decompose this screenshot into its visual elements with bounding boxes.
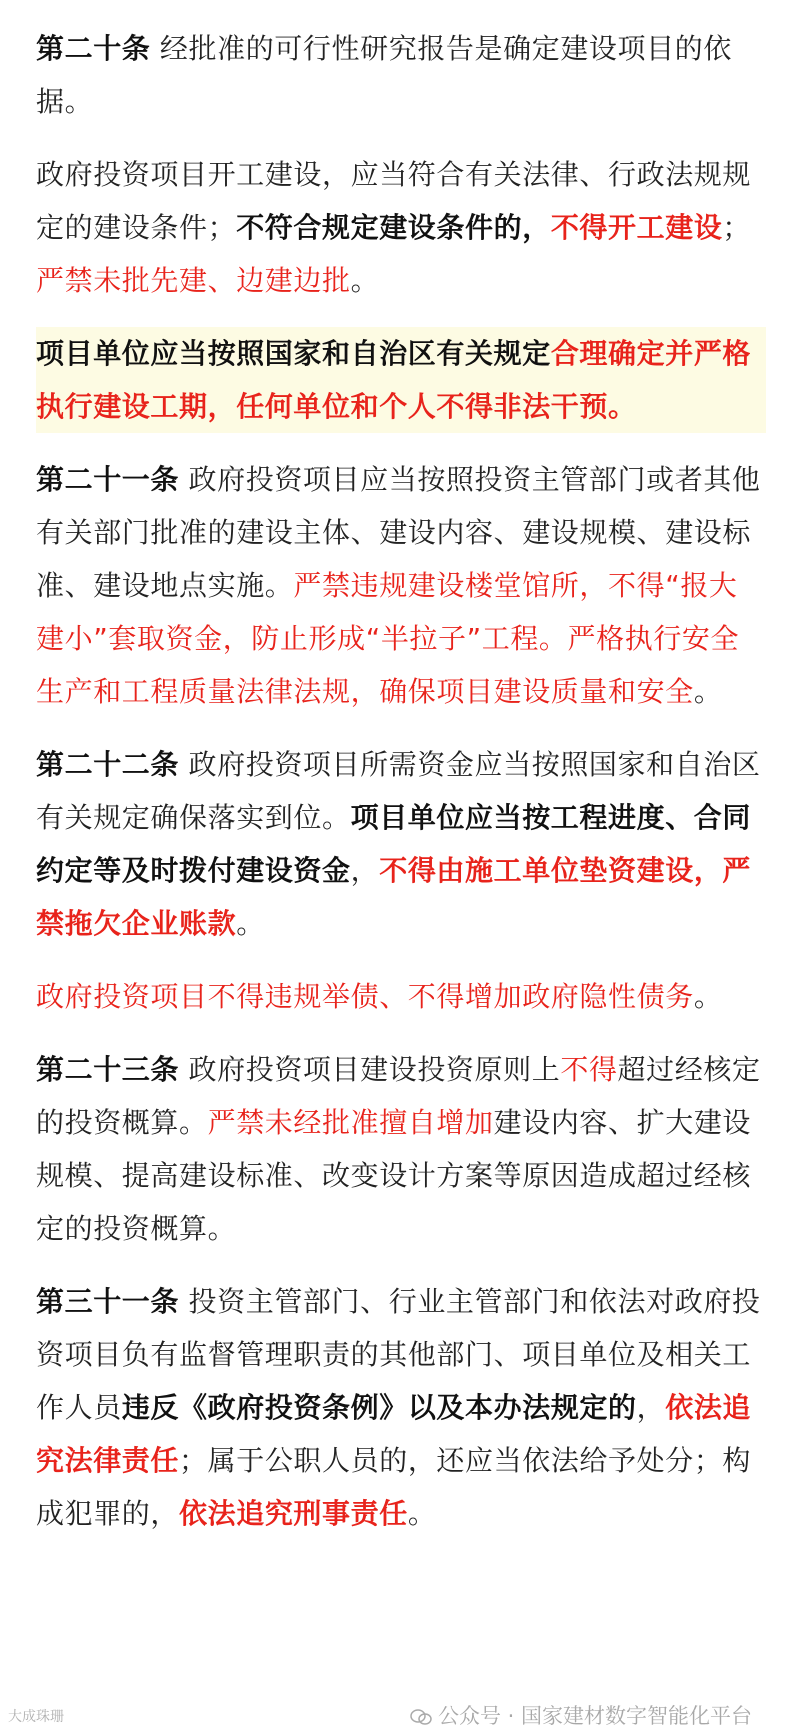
- text-segment: 。: [236, 907, 265, 940]
- article-23-label: 第二十三条: [36, 1053, 180, 1086]
- text-segment: ，: [350, 854, 380, 887]
- red-segment: 政府投资项目不得违规举债、不得增加政府隐性债务: [36, 980, 694, 1013]
- red-segment: 严禁未批先建、边建边批: [36, 264, 351, 297]
- article-20-para-2: [36, 148, 766, 307]
- bold-segment: 违反《政府投资条例》以及本办法规定的: [121, 1391, 637, 1424]
- article-body: [36, 22, 766, 1540]
- brand-watermark: 大成珠珊: [8, 1709, 64, 1725]
- article-21: [36, 453, 766, 718]
- text-segment: ；属于公职人员的，还应当依法给予处分；构成犯罪的，: [36, 1444, 752, 1530]
- red-bold-segment: 不得开工建设: [550, 211, 723, 244]
- red-bold-segment: 依法追究刑事责任: [179, 1497, 408, 1530]
- text-segment: 。: [693, 675, 723, 708]
- text-segment: 建设内容、扩大建设规模、提高建设标准、改变设计方案等原因造成超过经核定的投资概算。: [36, 1106, 752, 1245]
- text-segment: 。: [350, 264, 380, 297]
- text-segment: 。: [407, 1497, 437, 1530]
- wechat-icon: [410, 1709, 432, 1725]
- text-segment: 政府投资项目所需资金应当按照国家和自治区有关规定确保落实到位。: [36, 748, 761, 834]
- bold-segment: 项目单位应当按工程进度、合同约定等及时拨付建设资金: [36, 801, 752, 887]
- article-20-para-3-highlighted: [36, 327, 766, 433]
- text-segment: ，: [636, 1391, 666, 1424]
- article-20-para-1: [36, 22, 766, 128]
- text-segment: 政府投资项目开工建设，应当符合有关法律、行政法规规定的建设条件；: [36, 158, 752, 244]
- article-20-text: 经批准的可行性研究报告是确定建设项目的依据。: [36, 32, 732, 118]
- article-31: [36, 1275, 766, 1540]
- article-22-label: 第二十二条: [36, 748, 180, 781]
- article-22-para-2: [36, 970, 766, 1023]
- text-segment: 。: [693, 980, 723, 1013]
- article-22-para-1: [36, 738, 766, 950]
- watermark-text: 公众号 · 国家建材数字智能化平台: [438, 1704, 753, 1728]
- red-bold-segment: 依法追究法律责任: [36, 1391, 752, 1477]
- text-segment: ；: [722, 211, 752, 244]
- text-segment: 政府投资项目应当按照投资主管部门或者其他有关部门批准的建设主体、建设内容、建设规模、建设标准、建设地点实施。: [36, 463, 761, 602]
- red-segment: 严禁违规建设楼堂馆所，不得“报大建小”套取资金，防止形成“半拉子”工程。严格执行安全生产和工程质量法律法规，确保项目建设质量和安全: [36, 569, 740, 708]
- article-31-label: 第三十一条: [36, 1285, 180, 1318]
- red-bold-segment: 不得由施工单位垫资建设，严禁拖欠企业账款: [36, 854, 752, 940]
- text-segment: 超过经核定的投资概算。: [36, 1053, 761, 1139]
- red-bold-segment: 合理确定并严格执行建设工期，任何单位和个人不得非法干预。: [36, 337, 752, 423]
- bold-segment: 不符合规定建设条件的，: [236, 211, 551, 244]
- watermark: [410, 1700, 752, 1730]
- bold-segment: 项目单位应当按照国家和自治区有关规定: [36, 337, 551, 370]
- article-20-label: 第二十条: [36, 32, 151, 65]
- text-segment: 投资主管部门、行业主管部门和依法对政府投资项目负有监督管理职责的其他部门、项目单位及相关工作人员: [36, 1285, 761, 1424]
- red-segment: 严禁未经批准擅自增加: [207, 1106, 494, 1139]
- footer: [0, 1700, 797, 1733]
- red-segment: 不得: [560, 1053, 618, 1086]
- text-segment: 政府投资项目建设投资原则上: [188, 1053, 561, 1086]
- article-23: [36, 1043, 766, 1255]
- article-21-label: 第二十一条: [36, 463, 180, 496]
